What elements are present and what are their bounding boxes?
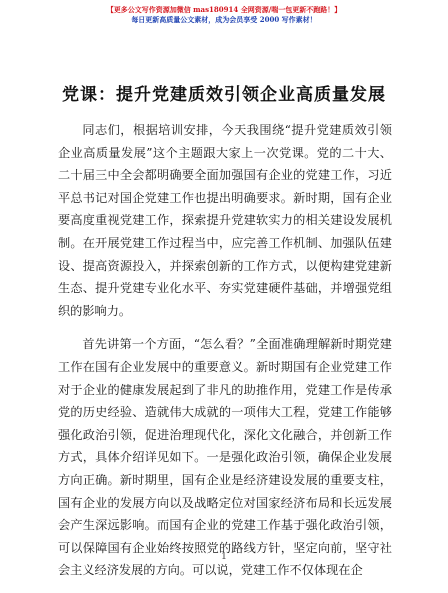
banner-update-line: 每日更新高质量公文素材，成为会员享受 2000 写作素材！	[131, 15, 317, 24]
banner-promo-line: 【更多公文写作资源加微信 mas180914 全网资源/喘一包更新不跑路！】	[106, 5, 342, 14]
document-title: 党课：提升党建质效引领企业高质量发展	[62, 85, 386, 105]
paragraph-first-point: 首先讲第一个方面，“怎么看？”全面准确理解新时期党建工作在国有企业发展中的重要意义。新时期国有企业党建工作对于企业的健康发展起到了非凡的助推作用，党建工作是传承党的历史经验、造就伟大成就的一项伟大工程，党建工作能够强化政治引领，促进治理现代化，深化文化融合，并创新工作方式，具体介绍详见如下。一是强化政治引领，确保企业发展方向正确。新时期里，国有企业是经济建设发展的重要支柱，国有企业的发展方向以及战略定位对国家经济布局和长远发展会产生深远影响。而国有企业的党建工作基于强化政治引领，可以保障国有企业始终按照党的路线方针，坚定向前，坚守社会主义经济发展的方向。可以说，党建工作不仅体现在企	[58, 337, 392, 578]
document-body	[58, 119, 392, 593]
page-number: 1	[221, 552, 227, 562]
header-banner	[0, 5, 448, 25]
paragraph-intro: 同志们，根据培训安排，今天我围绕“提升党建质效引领企业高质量发展”这个主题跟大家上一次党课。党的二十大、二十届三中全会都明确要全面加强国有企业的党建工作，习近平总书记对国企党建工作也提出明确要求。新时期，国有企业要高度重视党建工作，探索提升党建软实力的相关建设发展机制。在开展党建工作过程当中，应完善工作机制、加强队伍建设、提高资源投入，并探索创新的工作方式，以便构建党建新生态、提升党建专业化水平、夯实党建硬件基础，并增强党组织的影响力。	[58, 123, 392, 318]
